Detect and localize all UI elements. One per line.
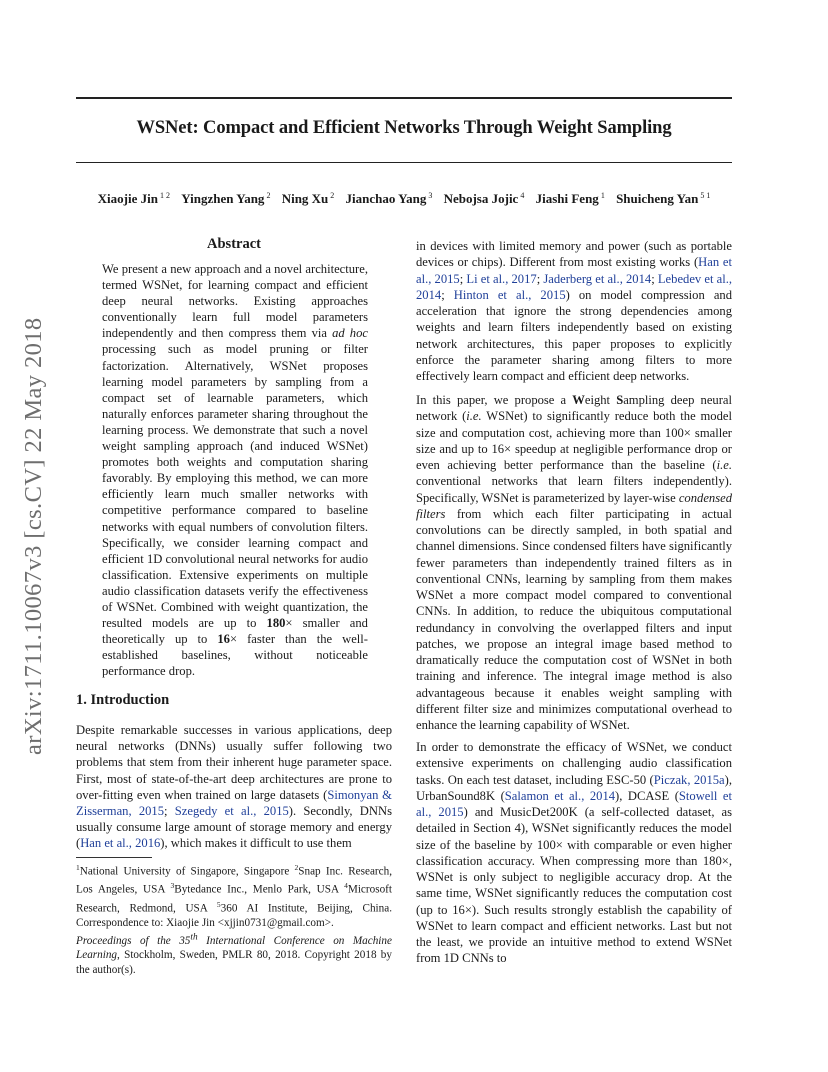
author: Nebojsa Jojic $^4$	[443, 191, 525, 207]
author: Jianchao Yang $^3$	[345, 191, 433, 207]
arxiv-stamp-text: arXiv:1711.10067v3 [cs.CV] 22 May 2018	[20, 317, 47, 755]
author: Yingzhen Yang $^2$	[181, 191, 271, 207]
paragraph: in devices with limited memory and power (such as portable devices or chips). Different from most existing works (Han et al., 2015; Li et al., 2017; Jaderberg et al., 2014; Lebedev et al., 2014; Hinton et al., 2015) on model compression and acceleration that ignore the strong dependencies among weights and learn filters independently based on existing network architectures, this paper proposes to explicitly enforce the parameter sharing among filters to more effectively learn compact and efficient deep networks.	[416, 239, 733, 383]
affiliation-footnote: $^1$National University of Singapore, Singapore $^2$Snap Inc. Research, Los Angeles, USA $^3$Bytedance Inc., Menlo Park, USA $^4$Microsoft Research, Redmond, USA $^5$360 AI Institute, Beijing, China. Correspondence to: Xiaojie Jin <xjjin0731@gmail.com>.	[76, 863, 392, 929]
title-rule-bottom	[76, 162, 732, 163]
author-list	[60, 191, 748, 207]
author: Shuicheng Yan $^{5 1}$	[616, 191, 711, 207]
paper-title: WSNet: Compact and Efficient Networks Through Weight Sampling	[136, 118, 672, 138]
paragraph: In order to demonstrate the efficacy of WSNet, we conduct extensive experiments on challenging audio classification tasks. On each test dataset, including ESC-50 (Piczak, 2015a), UrbanSound8K (Salamon et al., 2014), DCASE (Stowell et al., 2015) and MusicDet200K (a self-collected dataset, as detailed in Section 4), WSNet significantly reduces the model size of the baseline by 100× with comparable or even higher classification accuracy. When compressing more than 180×, WSNet is only subject to negligible accuracy drop. At the same time, WSNet significantly reduces the computation cost (up to 16×). Such results strongly establish the capability of WSNet to learn compact and efficient networks. Last but not the least, we provide an intuitive method to extend WSNet from 1D CNNs to	[416, 740, 732, 966]
author: Xiaojie Jin $^{1 2}$	[97, 191, 170, 207]
abstract-text: We present a new approach and a novel architecture, termed WSNet, for learning compact and efficient deep neural networks. Existing approaches conventionally learn full model parameters independently and then compress them via ad hoc processing such as model pruning or filter factorization. Alternatively, WSNet proposes learning model parameters by sampling from a compact set of learnable parameters, which naturally enforces parameter sharing throughout the learning process. We demonstrate that such a novel weight sampling approach (and induced WSNet) promotes both weights and computation sharing favorably. By employing this method, we can more efficiently learn much smaller networks with competitive performance compared to baseline networks with equal numbers of convolution filters. Specifically, we consider learning compact and efficient 1D convolutional neural networks for audio classification. Extensive experiments on multiple audio classification datasets verify the effectiveness of WSNet. Combined with weight quantization, the resulted models are up to 180× smaller and theoretically up to 16× faster than the well-established baselines, without noticeable performance drop.	[102, 262, 368, 679]
abstract-heading: Abstract	[207, 236, 261, 252]
paragraph: In this paper, we propose a Weight Sampling deep neural network (i.e. WSNet) to significantly reduce both the model size and computation cost, achieving more than 100× smaller size and up to 16× speedup at negligible performance drop or even achieving better performance than the baseline (i.e. conventional networks that learn filters independently). Specifically, WSNet is parameterized by layer-wise condensed filters from which each filter participating in actual convolutions can be directly sampled, in both spatial and channel dimensions. Since condensed filters have significantly fewer parameters than independently trained filters as in conventional CNNs, learning by sampling from them makes WSNet a more compact model compared to conventional CNNs. In addition, to reduce the ubiquitous computational redundancy in convolving the overlapped filters and input patches, we propose an integral image based method to dramatically reduce the computation cost of WSNet in both training and inference. The integral image method is also advantageous because it enables weight sampling with different filter size and minimizes computational overhead to enhance the learning capability of WSNet.	[416, 393, 732, 732]
section-heading-introduction: 1. Introduction	[76, 692, 170, 708]
introduction-text: Despite remarkable successes in various applications, deep neural networks (DNNs) usually suffer following two problems that stem from their inherent huge parameter space. First, most of state-of-the-art deep architectures are prone to over-fitting even when trained on large datasets (Simonyan & Zisserman, 2015; Szegedy et al., 2015). Secondly, DNNs usually consume large amount of storage memory and energy (Han et al., 2016), which makes it difficult to use them	[76, 723, 392, 851]
title-rule-top	[76, 97, 732, 99]
author: Ning Xu $^2$	[281, 191, 335, 207]
proceedings-note: Proceedings of the 35th International Conference on Machine Learning, Stockholm, Sweden, PMLR 80, 2018. Copyright 2018 by the author(s).	[76, 932, 392, 976]
footnote-rule	[76, 857, 152, 858]
author: Jiashi Feng $^1$	[535, 191, 605, 207]
